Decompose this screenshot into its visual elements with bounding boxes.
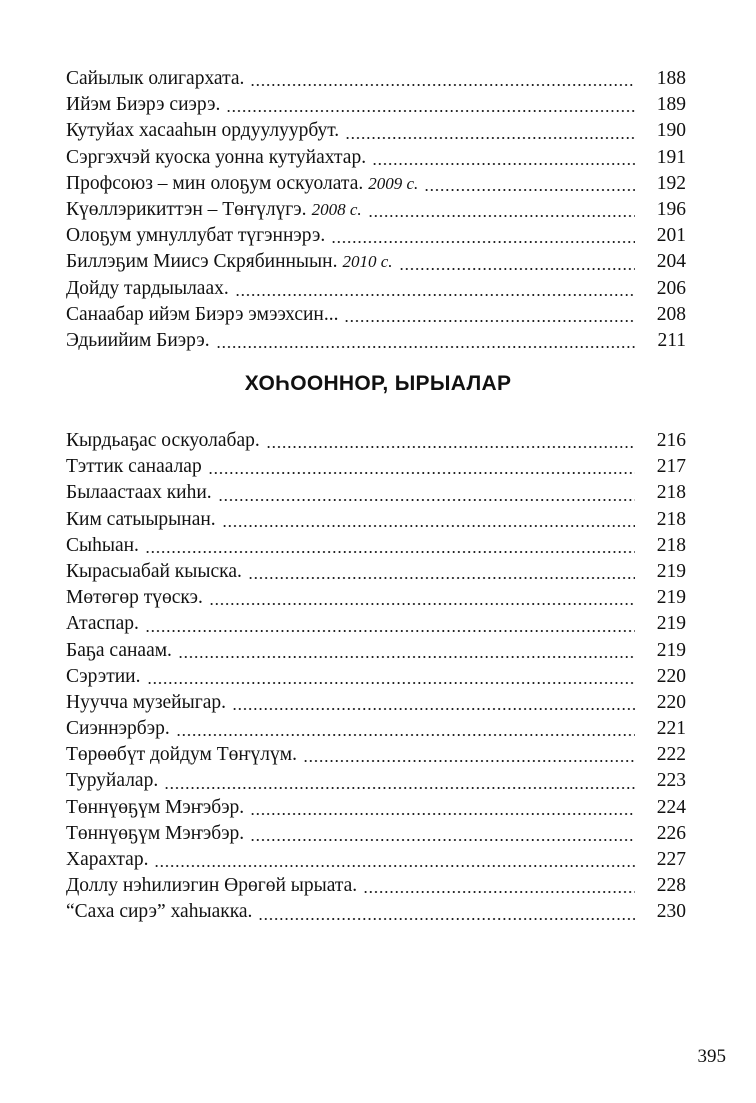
dot-leader [209,603,635,605]
entry-title: Санаабар ийэм Биэрэ эмээхсин... [66,303,339,325]
entry-page-number: 220 [656,691,686,713]
entry-page-number: 218 [656,534,686,556]
toc-entry [66,145,686,171]
dot-leader [424,189,634,191]
toc-entry [66,197,686,223]
toc-entry [66,768,686,794]
entry-page-number: 217 [656,456,686,478]
entry-page-number: 219 [656,587,686,609]
dot-leader [266,446,635,448]
entry-title: Сэрэтии. [66,665,141,687]
dot-leader [303,760,635,762]
entry-title: “Саха сирэ” хаһыакка. [66,901,253,923]
entry-page-number: 188 [656,68,686,89]
toc-entry [66,533,686,559]
entry-title: Сайылык олигархата. [66,68,245,89]
toc-entry [66,899,686,925]
entry-page-number: 218 [656,508,686,530]
entry-title: Дойду тардыылаах. [66,277,229,299]
dot-leader [226,110,634,112]
entry-page-number: 196 [656,198,686,220]
toc-entry [66,507,686,533]
dot-leader [331,241,634,243]
dot-leader [216,346,636,348]
toc-entry [66,821,686,847]
toc-entry [66,328,686,354]
entry-title: Харахтар. [66,849,149,870]
dot-leader [235,294,635,296]
toc-entry [66,847,686,873]
toc-entry [66,480,686,506]
dot-leader [176,734,635,736]
toc-entry [66,302,686,328]
dot-leader [178,656,635,658]
dot-leader [147,682,635,684]
toc-entry [66,873,686,899]
entry-title: Биллэҕим Миисэ Скрябинныын. [66,251,338,273]
dot-leader [154,865,634,867]
dot-leader [232,708,635,710]
entry-title: Күөллэрикиттэн – Төҥүлүгэ. [66,198,307,220]
toc-entry [66,171,686,197]
entry-title: Кырасыабай кыыска. [66,560,242,582]
entry-title: Кырдьаҕас оскуолабар. [66,430,260,451]
dot-leader [399,268,635,270]
entry-page-number: 206 [656,277,686,299]
toc-entry [66,638,686,664]
entry-title: Мөтөгөр түөскэ. [66,587,203,609]
toc-entry [66,795,686,821]
dot-leader [218,499,635,501]
page-number: 395 [697,1046,726,1067]
dot-leader [368,215,635,217]
dot-leader [164,787,635,789]
dot-leader [372,163,635,165]
toc-entry [66,118,686,144]
entry-title: Тэттик санаалар [66,456,202,478]
dot-leader [250,84,634,86]
toc-entry [66,664,686,690]
dot-leader [145,630,635,632]
entry-page-number: 219 [656,560,686,582]
entry-title: Профсоюз – мин олоҕум оскуолата. [66,172,364,194]
entry-title: Төннүөҕүм Мэҥэбэр. [66,822,245,844]
entry-title: Нуучча музейыгар. [66,691,226,713]
entry-page-number: 211 [657,329,686,351]
entry-title: Кутуйах хасааһын ордуулуурбут. [66,120,340,142]
dot-leader [258,918,634,920]
entry-page-number: 191 [656,146,686,168]
entry-title: Төрөөбүт дойдум Төҥүлүм. [66,744,297,766]
toc-list-poems [66,428,686,926]
entry-year: 2009 с. [368,173,419,193]
dot-leader [250,813,635,815]
entry-year: 2010 с. [342,252,393,272]
entry-page-number: 226 [656,822,686,844]
entry-page-number: 204 [656,251,686,273]
dot-leader [363,891,635,893]
entry-page-number: 219 [656,613,686,635]
entry-title: Баҕа санаам. [66,639,172,661]
toc-entry [66,276,686,302]
toc-entry [66,690,686,716]
entry-page-number: 190 [656,120,686,142]
toc-entry [66,92,686,118]
entry-title: Атаспар. [66,613,139,635]
dot-leader [344,320,634,322]
entry-page-number: 224 [656,796,686,818]
toc-entry [66,454,686,480]
toc-entry [66,611,686,637]
dot-leader [250,839,635,841]
dot-leader [248,577,635,579]
entry-page-number: 228 [656,875,686,897]
entry-title: Эдьиийим Биэрэ. [66,329,210,351]
entry-page-number: 208 [656,303,686,325]
dot-leader [222,525,635,527]
toc-entry [66,585,686,611]
toc-entry [66,428,686,454]
entry-page-number: 220 [656,665,686,687]
entry-page-number: 216 [656,430,686,451]
entry-title: Сиэннэрбэр. [66,718,170,740]
entry-page-number: 221 [656,718,686,740]
toc-entry [66,716,686,742]
dot-leader [345,137,635,139]
entry-year: 2008 с. [311,199,362,219]
entry-page-number: 218 [656,482,686,504]
entry-page-number: 189 [656,94,686,116]
toc-entry [66,66,686,92]
toc-entry [66,223,686,249]
entry-page-number: 192 [656,172,686,194]
entry-title: Ким сатыырынан. [66,508,216,530]
entry-title: Сэргэхчэй куоска уонна кутуйахтар. [66,146,367,168]
entry-page-number: 219 [656,639,686,661]
toc-entry [66,559,686,585]
entry-title: Доллу нэһилиэгин Өрөгөй ырыата. [66,875,358,897]
entry-page-number: 227 [656,849,686,870]
toc-entry [66,742,686,768]
entry-title: Сыһыан. [66,534,139,556]
entry-title: Төннүөҕүм Мэҥэбэр. [66,796,245,818]
entry-title: Ийэм Биэрэ сиэрэ. [66,94,221,116]
toc-list-prose [66,66,686,354]
dot-leader [208,472,635,474]
entry-title: Былаастаах киһи. [66,482,212,504]
toc-entry [66,249,686,275]
entry-page-number: 201 [656,225,686,247]
entry-title: Туруйалар. [66,770,159,792]
entry-page-number: 230 [656,901,686,923]
entry-title: Олоҕум умнуллубат түгэннэрэ. [66,225,326,247]
section-heading: ХОҺООННОР, ЫРЫАЛАР [244,372,512,395]
entry-page-number: 222 [656,744,686,766]
dot-leader [145,551,635,553]
entry-page-number: 223 [656,770,686,792]
